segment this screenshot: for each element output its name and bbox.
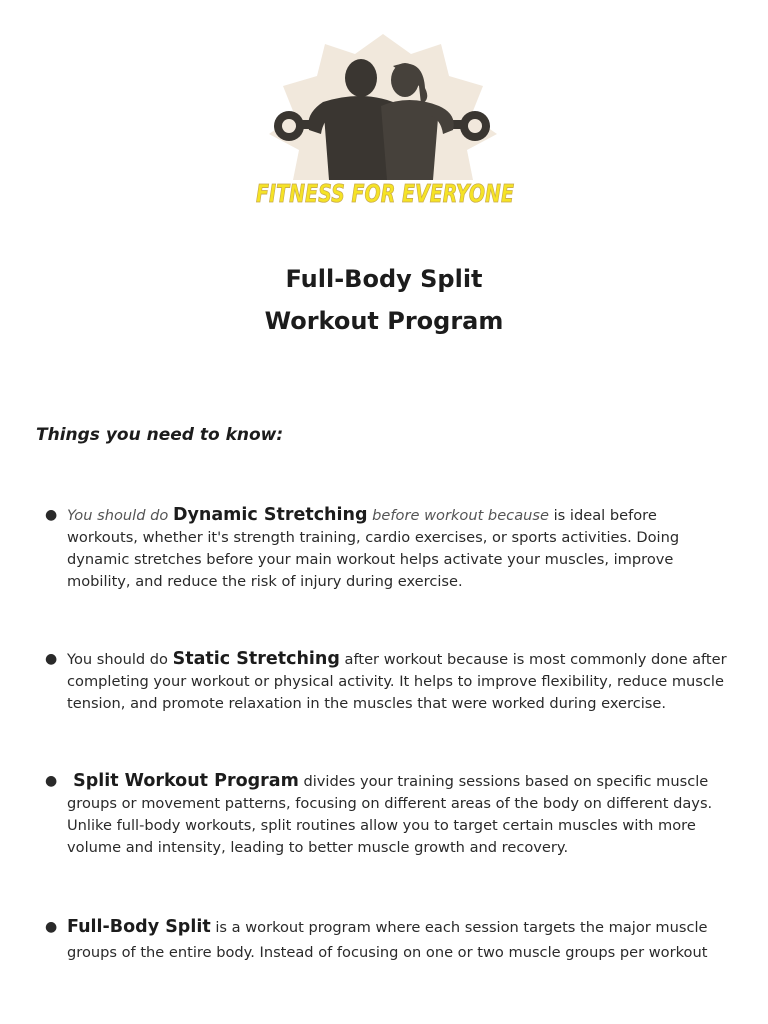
bullet-dot-icon: ● (45, 507, 58, 523)
fitness-logo (253, 30, 523, 212)
logo-text: FITNESS FOR EVERYONE (256, 179, 514, 208)
bullet-dot-icon: ● (45, 919, 58, 935)
bullet-text: after workout because is most commonly done after completing your workout or physical activity. It helps to improve flexibility, reduce muscle tension, and promote relaxation in the muscles that were worked during exercise. (67, 651, 727, 712)
list-item (45, 915, 729, 965)
bullet-term: Static Stretching (172, 649, 340, 669)
bullet-term: Dynamic Stretching (172, 505, 368, 525)
list-item (45, 504, 729, 593)
bullet-term: Split Workout Program (67, 771, 299, 791)
bullet-term: Full-Body Split (67, 917, 211, 937)
title-line-1: Full-Body Split (285, 265, 483, 293)
fitness-logo-graphic (253, 30, 523, 212)
bullet-text: is a workout program where each session targets the major muscle groups of the entire body. Instead of focusing on one or two muscle groups per workout (67, 919, 708, 961)
bullet-text: is ideal before workouts, whether it's strength training, cardio exercises, or sports activities. Doing dynamic stretches before your main workout helps activate your muscles, improve mobility, and reduce the risk of injury during exercise. (67, 507, 680, 590)
bullet-dot-icon: ● (45, 773, 58, 789)
bullet-prefix: You should do (67, 507, 173, 524)
bullet-prefix: You should do (67, 651, 173, 668)
page-title (0, 258, 768, 342)
section-heading: Things you need to know: (36, 425, 284, 445)
list-item (45, 648, 729, 715)
list-item (45, 770, 729, 859)
title-line-2: Workout Program (264, 307, 504, 335)
bullet-dot-icon: ● (45, 651, 58, 667)
bullet-text: divides your training sessions based on specific muscle groups or movement patterns, focusing on different areas of the body on different days. Unlike full-body workouts, split routines allow you to target certain muscles with more volume and intensity, leading to better muscle growth and recovery. (67, 773, 713, 856)
bullet-mid: before workout because (367, 507, 549, 524)
